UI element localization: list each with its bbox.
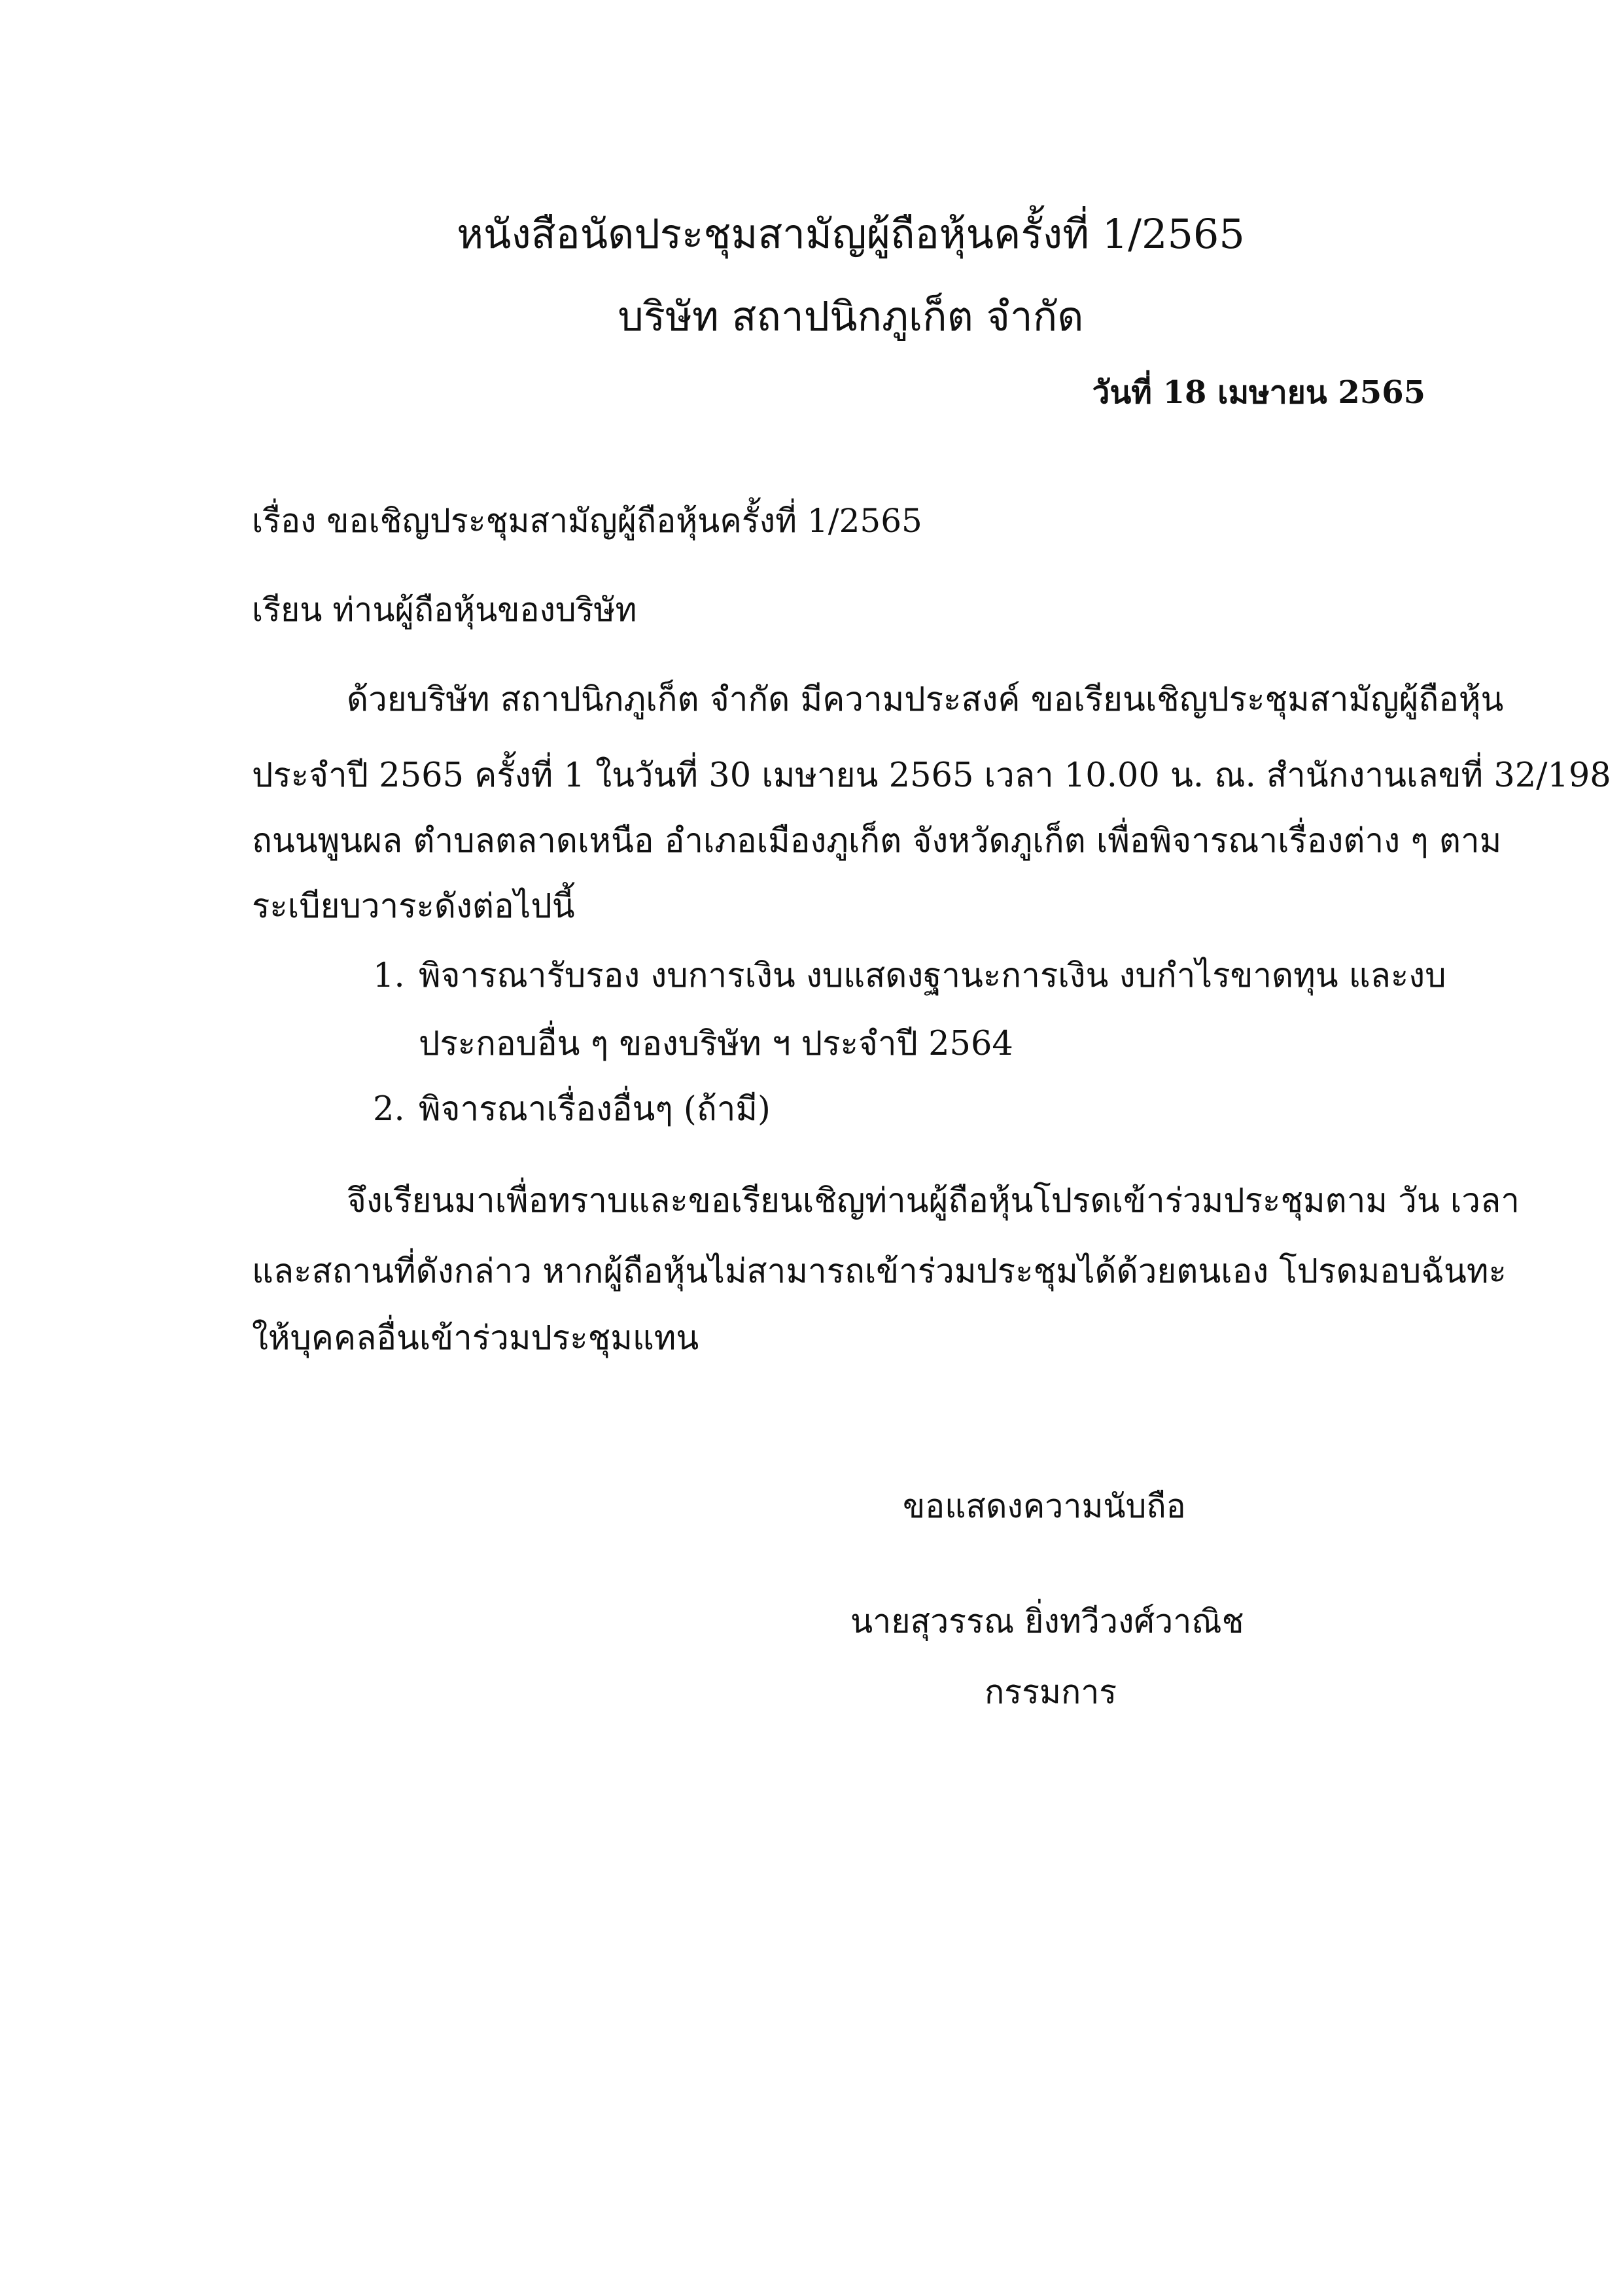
body-paragraph-line: ประจำปี 2565 ครั้งที่ 1 ในวันที่ 30 เมษายน 2565 เวลา 10.00 น. ณ. สำนักงานเลขที่ 32/198 — [252, 756, 1611, 795]
body-paragraph-line: ระเบียบวาระดังต่อไปนี้ — [252, 887, 575, 926]
agenda-item-text: พิจารณารับรอง งบการเงิน งบแสดงฐานะการเงิน งบกำไรขาดทุน และงบ — [419, 957, 1446, 995]
document-title: หนังสือนัดประชุมสามัญผู้ถือหุ้นครั้งที่ 1/2565 — [457, 210, 1245, 258]
body-paragraph-line: ถนนพูนผล ตำบลตลาดเหนือ อำเภอเมืองภูเก็ต จังหวัดภูเก็ต เพื่อพิจารณาเรื่องต่าง ๆ ตาม — [252, 822, 1502, 860]
recipient-line: เรียน ท่านผู้ถือหุ้นของบริษัท — [252, 591, 637, 629]
conclusion-line: ให้บุคคลอื่นเข้าร่วมประชุมแทน — [252, 1319, 699, 1358]
signer-name: นายสุวรรณ ยิ่งทวีวงศ์วาณิช — [850, 1602, 1244, 1640]
agenda-item-number: 1. — [373, 957, 405, 995]
signer-position: กรรมการ — [985, 1673, 1117, 1711]
subject-line: เรื่อง ขอเชิญประชุมสามัญผู้ถือหุ้นครั้งที่ 1/2565 — [252, 502, 922, 540]
conclusion-line: จึงเรียนมาเพื่อทราบและขอเรียนเชิญท่านผู้ถือหุ้นโปรดเข้าร่วมประชุมตาม วัน เวลา — [347, 1182, 1520, 1220]
company-name: บริษัท สถาปนิกภูเก็ต จำกัด — [618, 292, 1084, 340]
conclusion-line: และสถานที่ดังกล่าว หากผู้ถือหุ้นไม่สามารถเข้าร่วมประชุมได้ด้วยตนเอง โปรดมอบฉันทะ — [252, 1252, 1507, 1291]
closing-salutation: ขอแสดงความนับถือ — [903, 1487, 1186, 1525]
agenda-item-text: ประกอบอื่น ๆ ของบริษัท ฯ ประจำปี 2564 — [419, 1025, 1013, 1063]
document-date: วันที่ 18 เมษายน 2565 — [1092, 374, 1425, 411]
agenda-item-number: 2. — [373, 1090, 405, 1129]
body-paragraph-line: ด้วยบริษัท สถาปนิกภูเก็ต จำกัด มีความประสงค์ ขอเรียนเชิญประชุมสามัญผู้ถือหุ้น — [347, 680, 1504, 719]
agenda-item-text: พิจารณาเรื่องอื่นๆ (ถ้ามี) — [419, 1090, 771, 1129]
